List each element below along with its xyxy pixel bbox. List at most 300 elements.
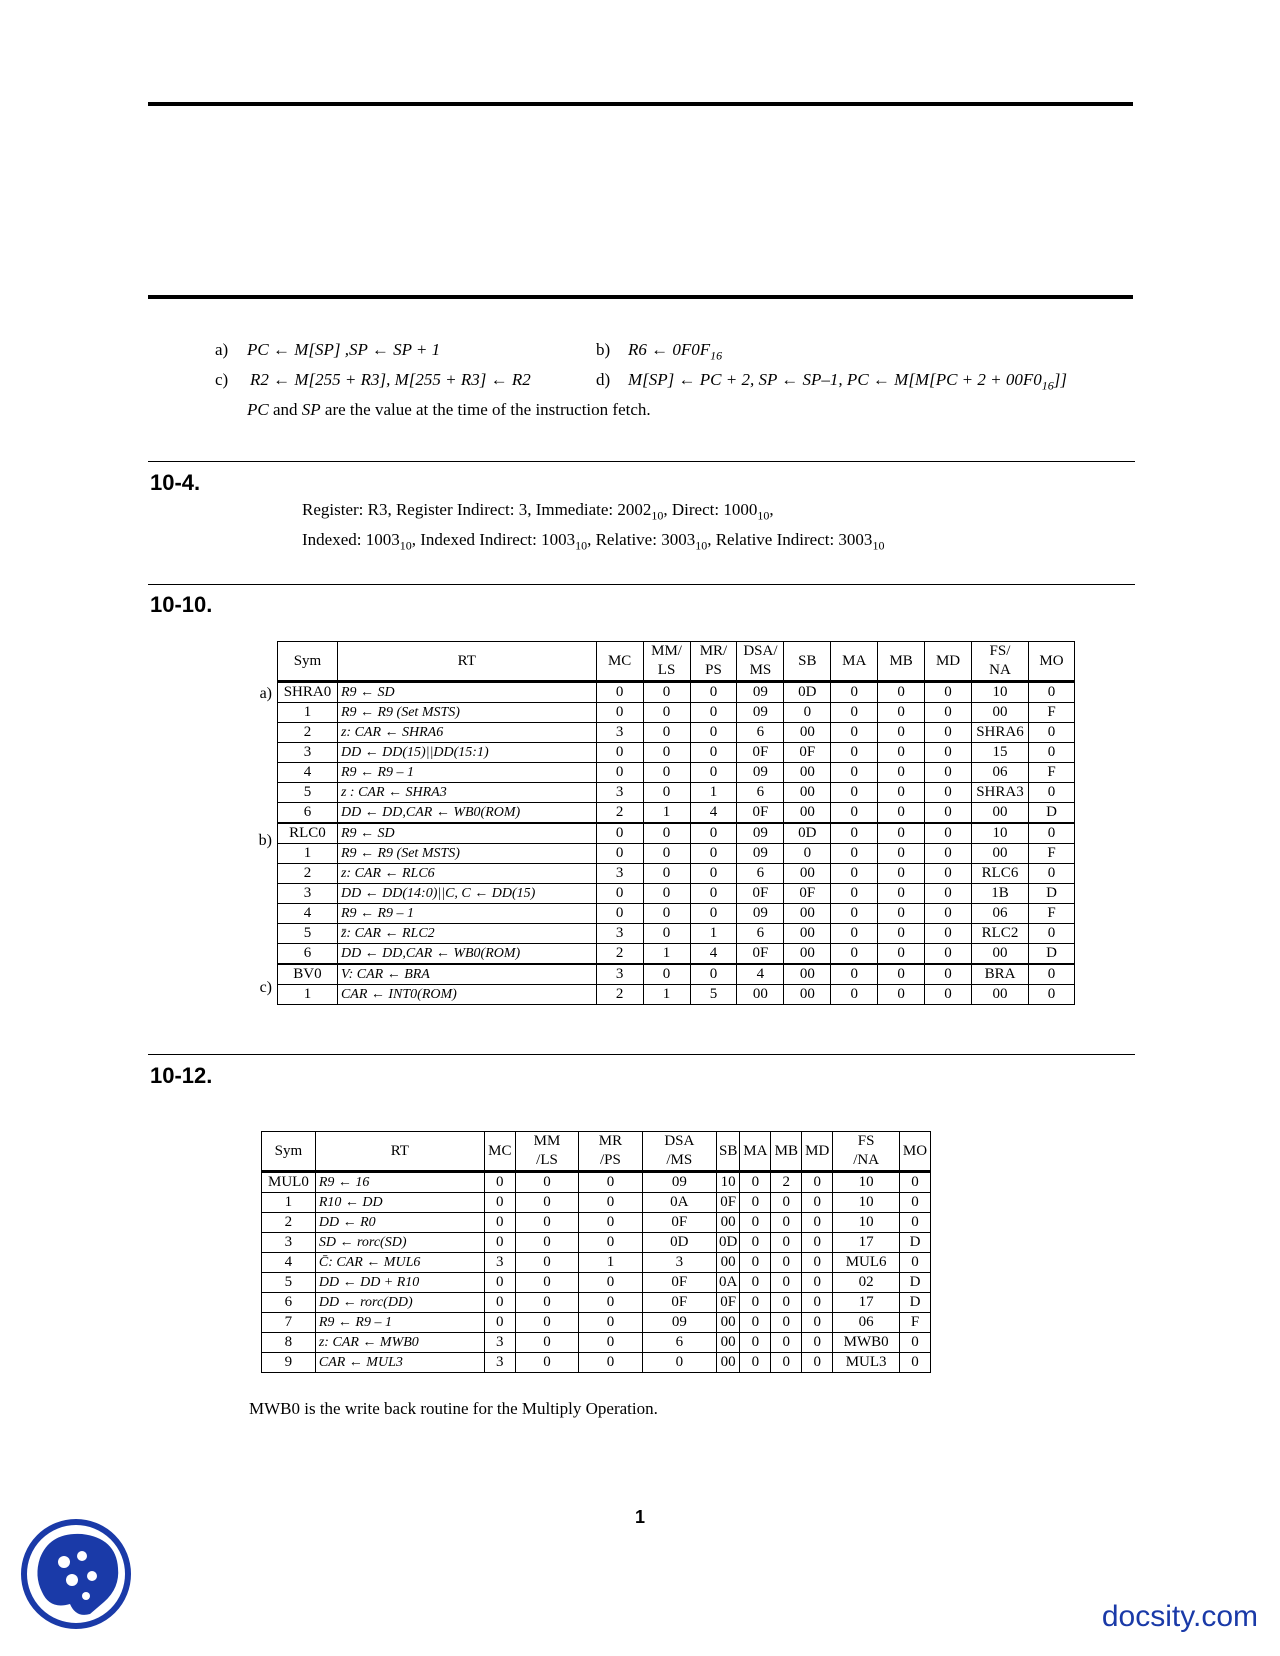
field-cell: F — [1028, 904, 1074, 924]
rt-cell: CAR ← MUL3 — [315, 1353, 484, 1373]
field-cell: 0 — [899, 1353, 930, 1373]
field-cell: 6 — [737, 783, 784, 803]
field-cell: 0 — [831, 682, 878, 703]
table-row — [278, 803, 1075, 824]
field-cell: 0 — [596, 844, 643, 864]
field-cell: 0F — [737, 884, 784, 904]
field-cell: 0 — [740, 1233, 771, 1253]
field-cell: 0 — [1028, 783, 1074, 803]
field-cell: 0F — [737, 803, 784, 824]
sym-cell: 6 — [278, 944, 338, 965]
field-cell: 09 — [737, 682, 784, 703]
field-cell: 6 — [737, 924, 784, 944]
field-cell: 0A — [717, 1273, 740, 1293]
field-cell: 10 — [833, 1172, 900, 1193]
field-cell: 0 — [925, 924, 972, 944]
field-cell: 0 — [690, 884, 737, 904]
field-cell: 00 — [784, 924, 831, 944]
field-cell: 0 — [515, 1233, 578, 1253]
field-cell: 00 — [717, 1253, 740, 1273]
table-row — [278, 944, 1075, 965]
field-cell: 0 — [878, 944, 925, 965]
field-cell: 0 — [831, 823, 878, 844]
column-header: MO — [1028, 642, 1074, 682]
field-cell: 0 — [899, 1253, 930, 1273]
table-row — [262, 1313, 931, 1333]
field-cell: 06 — [972, 763, 1029, 783]
field-cell: 06 — [972, 904, 1029, 924]
field-cell: 0 — [831, 803, 878, 824]
field-cell: 0 — [484, 1172, 515, 1193]
field-cell: 0 — [831, 783, 878, 803]
field-cell: 00 — [784, 803, 831, 824]
table-row — [262, 1293, 931, 1313]
sym-cell: 6 — [278, 803, 338, 824]
field-cell: D — [1028, 884, 1074, 904]
field-cell: 0 — [690, 964, 737, 985]
field-cell: 0 — [802, 1172, 833, 1193]
field-cell: 00 — [784, 864, 831, 884]
field-cell: 0F — [642, 1273, 716, 1293]
sym-cell: 1 — [262, 1193, 316, 1213]
field-cell: 00 — [717, 1333, 740, 1353]
field-cell: 0 — [515, 1273, 578, 1293]
rt-cell: DD ← R0 — [315, 1213, 484, 1233]
column-header: MR /PS — [579, 1132, 642, 1172]
field-cell: 00 — [784, 944, 831, 965]
table-row — [278, 823, 1075, 844]
table-row — [278, 682, 1075, 703]
mwb0-note: MWB0 is the write back routine for the Multiply Operation. — [249, 1399, 658, 1418]
field-cell: 00 — [717, 1353, 740, 1373]
field-cell: 0 — [740, 1333, 771, 1353]
field-cell: 0 — [925, 823, 972, 844]
field-cell: 09 — [642, 1313, 716, 1333]
table-row — [278, 783, 1075, 803]
field-cell: 0 — [643, 924, 690, 944]
table-row — [278, 723, 1075, 743]
field-cell: 1B — [972, 884, 1029, 904]
rt-cell: R9 ← R9 (Set MSTS) — [337, 703, 596, 723]
column-header: MR/ PS — [690, 642, 737, 682]
addressing-line-2: Indexed: $1003_{10}$, Indexed Indirect: $1003_{10}$, Relative: $3003_{10}$, Relative Indirect: $3003_{10}$ — [302, 530, 885, 553]
field-cell: 0 — [484, 1313, 515, 1333]
sym-cell: 3 — [278, 743, 338, 763]
field-cell: 0 — [740, 1172, 771, 1193]
field-cell: 0 — [690, 844, 737, 864]
field-cell: 0 — [771, 1273, 802, 1293]
field-cell: 1 — [643, 985, 690, 1005]
header-bottom-rule — [148, 295, 1133, 299]
field-cell: 10 — [833, 1193, 900, 1213]
field-cell: MWB0 — [833, 1333, 900, 1353]
field-cell: 0 — [690, 703, 737, 723]
field-cell: 0 — [925, 944, 972, 965]
table-row — [262, 1193, 931, 1213]
field-cell: 0 — [831, 944, 878, 965]
column-header: MB — [878, 642, 925, 682]
field-cell: 0 — [878, 743, 925, 763]
column-header: MM /LS — [515, 1132, 578, 1172]
group-label-a: a) — [259, 685, 272, 702]
field-cell: 00 — [784, 783, 831, 803]
column-header: MA — [831, 642, 878, 682]
field-cell: 0 — [831, 884, 878, 904]
field-cell: 00 — [717, 1213, 740, 1233]
field-cell: 0 — [515, 1293, 578, 1313]
table-row — [278, 964, 1075, 985]
rt-cell: R10 ← DD — [315, 1193, 484, 1213]
field-cell: D — [899, 1293, 930, 1313]
field-cell: 0 — [878, 823, 925, 844]
field-cell: 0 — [802, 1193, 833, 1213]
field-cell: 1 — [643, 944, 690, 965]
field-cell: 3 — [596, 783, 643, 803]
column-header: MD — [802, 1132, 833, 1172]
section-rule-10-4 — [148, 461, 1135, 462]
microprogram-table-10-12 — [261, 1131, 931, 1373]
field-cell: 0 — [579, 1172, 642, 1193]
field-cell: 0 — [643, 723, 690, 743]
field-cell: 0 — [899, 1193, 930, 1213]
sym-cell: 9 — [262, 1353, 316, 1373]
column-header: MA — [740, 1132, 771, 1172]
field-cell: 0 — [1028, 723, 1074, 743]
table-row — [278, 743, 1075, 763]
field-cell: 00 — [972, 703, 1029, 723]
sym-cell: 3 — [262, 1233, 316, 1253]
table-row — [262, 1253, 931, 1273]
field-cell: 0 — [784, 844, 831, 864]
field-cell: 0 — [802, 1273, 833, 1293]
table-row — [278, 763, 1075, 783]
field-cell: 0 — [802, 1253, 833, 1273]
field-cell: 10 — [833, 1213, 900, 1233]
field-cell: D — [899, 1233, 930, 1253]
docsity-logo-icon — [20, 1518, 132, 1630]
table-row — [262, 1172, 931, 1193]
group-label-c: c) — [259, 979, 272, 996]
field-cell: 0 — [515, 1172, 578, 1193]
field-cell: BRA — [972, 964, 1029, 985]
field-cell: 3 — [642, 1253, 716, 1273]
field-cell: 00 — [784, 904, 831, 924]
field-cell: 0 — [515, 1213, 578, 1233]
field-cell: 0 — [831, 985, 878, 1005]
field-cell: F — [1028, 703, 1074, 723]
field-cell: 0 — [484, 1293, 515, 1313]
field-cell: 0 — [878, 844, 925, 864]
sym-cell: 5 — [278, 783, 338, 803]
field-cell: 0 — [831, 844, 878, 864]
field-cell: 0 — [925, 763, 972, 783]
field-cell: 6 — [737, 723, 784, 743]
field-cell: 0 — [878, 884, 925, 904]
group-label-b: b) — [258, 832, 272, 849]
field-cell: 1 — [690, 783, 737, 803]
sym-cell: MUL0 — [262, 1172, 316, 1193]
field-cell: 00 — [784, 763, 831, 783]
field-cell: 0 — [515, 1193, 578, 1213]
field-cell: SHRA3 — [972, 783, 1029, 803]
heading-10-10: 10-10. — [150, 592, 213, 617]
field-cell: 0 — [771, 1293, 802, 1313]
field-cell: 0F — [737, 743, 784, 763]
field-cell: 0 — [771, 1253, 802, 1273]
field-cell: 0 — [1028, 985, 1074, 1005]
field-cell: 09 — [737, 904, 784, 924]
microprogram-table-10-10 — [277, 641, 1075, 1005]
item-a-expr: PC ← M[SP] ,SP ← SP + 1 — [247, 340, 441, 359]
sym-cell: 4 — [262, 1253, 316, 1273]
field-cell: 00 — [784, 964, 831, 985]
field-cell: 0 — [784, 703, 831, 723]
field-cell: 09 — [737, 703, 784, 723]
field-cell: 0 — [643, 763, 690, 783]
item-d-expr: M[SP] ← PC + 2, SP ← SP–1, PC ← $M[M[PC + 2 + 00F0_{16}]]$ — [628, 370, 1067, 393]
sym-cell: SHRA0 — [278, 682, 338, 703]
field-cell: 0 — [771, 1233, 802, 1253]
field-cell: 0 — [925, 803, 972, 824]
field-cell: 0 — [484, 1273, 515, 1293]
rt-cell: DD ← DD,CAR ← WB0(ROM) — [337, 803, 596, 824]
field-cell: 0 — [690, 864, 737, 884]
field-cell: D — [1028, 803, 1074, 824]
item-c-expr: R2 ← M[255 + R3], M[255 + R3] ← R2 — [250, 370, 531, 389]
field-cell: 10 — [972, 682, 1029, 703]
addressing-line-1: Register: R3, Register Indirect: 3, Immediate: $2002_{10}$, Direct: $1000_{10}$, — [302, 500, 774, 523]
sym-cell: RLC0 — [278, 823, 338, 844]
rt-cell: DD ← rorc(DD) — [315, 1293, 484, 1313]
field-cell: 0 — [925, 703, 972, 723]
field-cell: 0 — [643, 743, 690, 763]
field-cell: 0 — [579, 1193, 642, 1213]
field-cell: 4 — [690, 803, 737, 824]
field-cell: 0D — [717, 1233, 740, 1253]
field-cell: 3 — [596, 864, 643, 884]
field-cell: 0 — [643, 964, 690, 985]
field-cell: MUL6 — [833, 1253, 900, 1273]
field-cell: 00 — [972, 944, 1029, 965]
field-cell: 0 — [899, 1213, 930, 1233]
field-cell: 0 — [579, 1313, 642, 1333]
rt-cell: z̄: CAR ← RLC2 — [337, 924, 596, 944]
field-cell: 09 — [737, 823, 784, 844]
sym-cell: 4 — [278, 763, 338, 783]
rt-cell: R9 ← SD — [337, 823, 596, 844]
field-cell: 0 — [596, 904, 643, 924]
item-c-label: c) — [215, 370, 229, 389]
field-cell: 0 — [1028, 964, 1074, 985]
field-cell: 0 — [740, 1253, 771, 1273]
field-cell: 0 — [802, 1333, 833, 1353]
field-cell: 0 — [878, 783, 925, 803]
field-cell: 0D — [642, 1233, 716, 1253]
field-cell: D — [899, 1273, 930, 1293]
field-cell: 0 — [831, 763, 878, 783]
field-cell: 0 — [579, 1213, 642, 1233]
rt-cell: R9 ← R9 (Set MSTS) — [337, 844, 596, 864]
field-cell: 1 — [643, 803, 690, 824]
field-cell: 0 — [596, 743, 643, 763]
field-cell: 0 — [1028, 924, 1074, 944]
rt-cell: R9 ← SD — [337, 682, 596, 703]
field-cell: 00 — [717, 1313, 740, 1333]
field-cell: 0 — [643, 844, 690, 864]
field-cell: 0 — [740, 1213, 771, 1233]
rt-cell: DD ← DD(14:0)||C, C ← DD(15) — [337, 884, 596, 904]
field-cell: 6 — [642, 1333, 716, 1353]
field-cell: 0 — [771, 1213, 802, 1233]
table-row — [262, 1333, 931, 1353]
field-cell: 0 — [771, 1193, 802, 1213]
field-cell: 0 — [643, 703, 690, 723]
field-cell: 0 — [878, 703, 925, 723]
field-cell: 0 — [899, 1333, 930, 1353]
field-cell: 0 — [690, 682, 737, 703]
field-cell: 0 — [771, 1313, 802, 1333]
field-cell: 0 — [643, 864, 690, 884]
field-cell: 0 — [925, 904, 972, 924]
field-cell: 3 — [484, 1353, 515, 1373]
table-row — [278, 844, 1075, 864]
field-cell: 3 — [596, 964, 643, 985]
field-cell: 0 — [831, 703, 878, 723]
sym-cell: 1 — [278, 844, 338, 864]
rt-cell: V: CAR ← BRA — [337, 964, 596, 985]
field-cell: 0D — [784, 682, 831, 703]
field-cell: 0 — [1028, 743, 1074, 763]
field-cell: 0 — [484, 1233, 515, 1253]
field-cell: 0 — [878, 904, 925, 924]
field-cell: 0 — [690, 743, 737, 763]
field-cell: 0 — [831, 743, 878, 763]
column-header: MM/ LS — [643, 642, 690, 682]
field-cell: 2 — [771, 1172, 802, 1193]
rt-cell: CAR ← INT0(ROM) — [337, 985, 596, 1005]
field-cell: 0 — [515, 1333, 578, 1353]
heading-10-4: 10-4. — [150, 470, 201, 495]
sym-cell: 6 — [262, 1293, 316, 1313]
sym-cell: 5 — [262, 1273, 316, 1293]
field-cell: 09 — [642, 1172, 716, 1193]
column-header: MB — [771, 1132, 802, 1172]
field-cell: 0 — [484, 1193, 515, 1213]
field-cell: 0 — [925, 783, 972, 803]
field-cell: D — [1028, 944, 1074, 965]
page-number: 1 — [634, 1507, 645, 1527]
rt-cell: R9 ← 16 — [315, 1172, 484, 1193]
field-cell: 0 — [515, 1313, 578, 1333]
sym-cell: 1 — [278, 985, 338, 1005]
field-cell: 0 — [740, 1273, 771, 1293]
field-cell: 0 — [925, 844, 972, 864]
sym-cell: 8 — [262, 1333, 316, 1353]
field-cell: 4 — [737, 964, 784, 985]
sym-cell: 2 — [278, 723, 338, 743]
field-cell: 0 — [740, 1193, 771, 1213]
field-cell: 00 — [784, 985, 831, 1005]
field-cell: 0 — [690, 723, 737, 743]
field-cell: 4 — [690, 944, 737, 965]
field-cell: 0 — [878, 864, 925, 884]
field-cell: 0 — [802, 1293, 833, 1313]
field-cell: 0 — [831, 904, 878, 924]
field-cell: 6 — [737, 864, 784, 884]
field-cell: 0F — [784, 743, 831, 763]
field-cell: 0 — [831, 864, 878, 884]
column-header: MC — [484, 1132, 515, 1172]
item-d-label: d) — [596, 370, 611, 389]
field-cell: 15 — [972, 743, 1029, 763]
field-cell: 00 — [972, 985, 1029, 1005]
item-b-label: b) — [596, 340, 611, 359]
sym-cell: 5 — [278, 924, 338, 944]
field-cell: 0F — [642, 1293, 716, 1313]
field-cell: 0 — [831, 924, 878, 944]
field-cell: 3 — [596, 924, 643, 944]
field-cell: 0 — [1028, 864, 1074, 884]
table-row — [262, 1233, 931, 1253]
field-cell: 09 — [737, 844, 784, 864]
sym-cell: 2 — [278, 864, 338, 884]
column-header: SB — [717, 1132, 740, 1172]
field-cell: F — [1028, 763, 1074, 783]
field-cell: 0 — [878, 924, 925, 944]
sym-cell: 7 — [262, 1313, 316, 1333]
field-cell: 0 — [878, 763, 925, 783]
table-row — [262, 1213, 931, 1233]
rt-cell: R9 ← R9 – 1 — [315, 1313, 484, 1333]
table-row — [278, 703, 1075, 723]
field-cell: SHRA6 — [972, 723, 1029, 743]
rt-cell: DD ← DD(15)||DD(15:1) — [337, 743, 596, 763]
field-cell: 0 — [925, 743, 972, 763]
field-cell: 0F — [737, 944, 784, 965]
field-cell: 0 — [596, 682, 643, 703]
field-cell: 0 — [925, 964, 972, 985]
field-cell: 0 — [802, 1313, 833, 1333]
rt-cell: z: CAR ← SHRA6 — [337, 723, 596, 743]
rt-cell: R9 ← R9 – 1 — [337, 904, 596, 924]
field-cell: 09 — [737, 763, 784, 783]
field-cell: 0 — [925, 864, 972, 884]
docsity-brand[interactable]: docsity.com — [1101, 1600, 1258, 1633]
field-cell: F — [1028, 844, 1074, 864]
field-cell: 0 — [899, 1172, 930, 1193]
field-cell: 0F — [717, 1293, 740, 1313]
field-cell: 2 — [596, 803, 643, 824]
field-cell: 0 — [878, 985, 925, 1005]
column-header: FS/ NA — [972, 642, 1029, 682]
field-cell: 00 — [737, 985, 784, 1005]
field-cell: 0 — [596, 763, 643, 783]
field-cell: 0 — [690, 904, 737, 924]
field-cell: 5 — [690, 985, 737, 1005]
item-a-label: a) — [215, 340, 229, 359]
sym-cell: 2 — [262, 1213, 316, 1233]
sym-cell: 1 — [278, 703, 338, 723]
table-row — [262, 1273, 931, 1293]
field-cell: 0 — [642, 1353, 716, 1373]
column-header: MD — [925, 642, 972, 682]
column-header: Sym — [278, 642, 338, 682]
field-cell: 0 — [690, 823, 737, 844]
field-cell: 0 — [596, 884, 643, 904]
field-cell: 0 — [1028, 823, 1074, 844]
field-cell: 0F — [642, 1213, 716, 1233]
field-cell: 0 — [643, 682, 690, 703]
